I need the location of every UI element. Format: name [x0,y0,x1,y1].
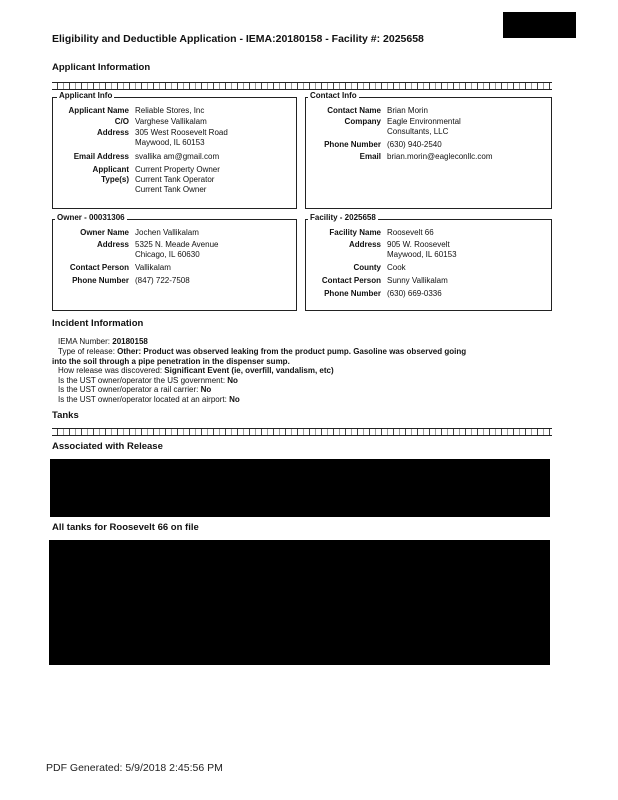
field-facility-phone: Phone Number (630) 669-0336 [324,289,442,298]
field-contact-phone: Phone Number (630) 940-2540 [324,140,442,149]
section-incident-information: Incident Information [52,318,144,329]
field-owner-name: Owner Name Jochen Vallikalam [80,228,199,237]
field-contact-name: Contact Name Brian Morin [327,106,428,115]
field-facility-contact-person: Contact Person Sunny Vallikalam [321,276,448,285]
field-applicant-name: Applicant Name Reliable Stores, Inc [68,106,205,115]
field-owner-phone: Phone Number (847) 722-7508 [72,276,190,285]
applicant-info-box [52,91,297,209]
page-title: Eligibility and Deductible Application - IEMA:20180158 - Facility #: 2025658 [52,33,424,45]
field-email-address: Email Address svallika am@gmail.com [73,152,220,161]
release-type-continued: into the soil through a pipe penetration in the dispenser sump. [52,357,290,366]
contact-info-legend: Contact Info [310,91,357,100]
field-care-of: C/O Varghese Vallikalam [114,117,207,126]
pdf-generated-footer: PDF Generated: 5/9/2018 2:45:56 PM [46,762,223,774]
redacted-stamp [503,12,576,38]
field-company: Company Eagle Environmental Consultants, LLC [344,117,461,136]
contact-info-box [305,91,552,209]
field-county: County Cook [353,263,406,272]
rail-carrier-line: Is the UST owner/operator a rail carrier: No [58,385,212,394]
owner-box [52,213,297,311]
field-applicant-type: Applicant Type(s) Current Property Owner Current Tank Operator Current Tank Owner [92,165,220,194]
field-facility-name: Facility Name Roosevelt 66 [329,228,434,237]
field-facility-address: Address 905 W. Roosevelt Maywood, IL 60153 [348,240,457,259]
facility-legend: Facility - 2025658 [310,213,376,222]
applicant-info-legend: Applicant Info [59,91,113,100]
owner-legend: Owner - 00031306 [57,213,125,222]
field-applicant-address: Address 305 West Roosevelt Road Maywood, IL 60153 [96,128,228,147]
scan-bar [52,82,552,90]
facility-box [305,213,552,311]
release-type-line: Type of release: Other: Product was observed leaking from the product pump. Gasoline was observed going [58,347,467,356]
iema-number-line: IEMA Number: 20180158 [58,337,148,346]
field-owner-address: Address 5325 N. Meade Avenue Chicago, IL 60630 [96,240,219,259]
section-associated-with-release: Associated with Release [52,441,163,452]
field-contact-email: Email brian.morin@eagleconllc.com [359,152,493,161]
us-government-line: Is the UST owner/operator the US government: No [58,376,238,385]
section-tanks: Tanks [52,410,79,421]
redacted-release-tanks-table [50,459,550,517]
scan-bar [52,428,552,436]
airport-line: Is the UST owner/operator located at an airport: No [58,395,240,404]
field-owner-contact-person: Contact Person Vallikalam [69,263,171,272]
section-applicant-information: Applicant Information [52,62,151,73]
section-all-tanks: All tanks for Roosevelt 66 on file [52,522,199,533]
redacted-all-tanks-table [49,540,550,665]
discovered-line: How release was discovered: Significant Event (ie, overfill, vandalism, etc) [58,366,334,375]
